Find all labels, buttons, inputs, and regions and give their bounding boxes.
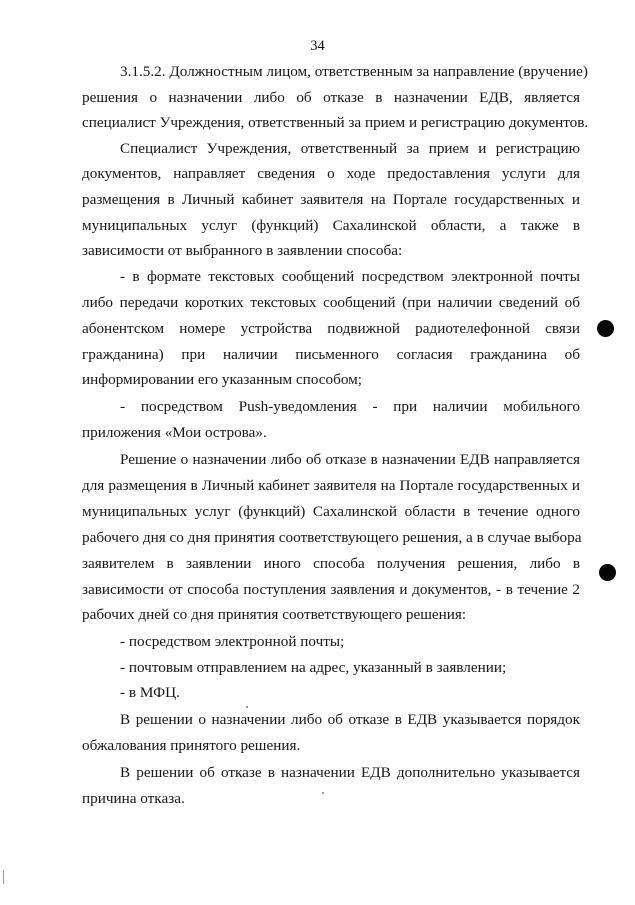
text-line: Специалист Учреждения, ответственный за прием и регистрацию	[120, 140, 580, 157]
text-line: специалист Учреждения, ответственный за прием и регистрацию документов.	[82, 114, 589, 131]
text-line: размещения в Личный кабинет заявителя на Портале государственных и	[82, 191, 580, 208]
text-line: - посредством электронной почты;	[120, 633, 345, 650]
text-line: - посредством Push-уведомления - при наличии мобильного	[120, 398, 580, 415]
scan-speck	[322, 792, 324, 794]
text-line: абонентском номере устройства подвижной радиотелефонной связи	[82, 320, 580, 337]
text-line: зависимости от способа поступления заявления и документов, - в течение 2	[82, 581, 580, 598]
text-line: муниципальных услуг (функций) Сахалинской области в течение одного	[82, 503, 580, 520]
scan-speck	[246, 706, 248, 708]
text-line: В решении о назначении либо об отказе в ЕДВ указывается порядок	[120, 711, 580, 728]
text-line: документов, направляет сведения о ходе предоставления услуги для	[82, 165, 580, 182]
text-line: рабочих дней со дня принятия соответствующего решения:	[82, 606, 467, 623]
text-line: информировании его указанным способом;	[82, 371, 362, 388]
page-number: 34	[310, 38, 325, 54]
text-line: В решении об отказе в назначении ЕДВ дополнительно указывается	[120, 764, 580, 781]
text-line: приложения «Мои острова».	[82, 424, 267, 441]
text-line: зависимости от выбранного в заявлении способа:	[82, 242, 403, 259]
text-line: - почтовым отправлением на адрес, указанный в заявлении;	[120, 659, 507, 676]
text-line: решения о назначении либо об отказе в назначении ЕДВ, является	[82, 89, 580, 106]
scan-edge-mark	[3, 870, 4, 884]
text-line: 3.1.5.2. Должностным лицом, ответственным за направление (вручение)	[120, 63, 588, 80]
binding-hole-mark	[597, 320, 614, 337]
text-line: - в формате текстовых сообщений посредством электронной почты	[120, 268, 580, 285]
text-line: обжалования принятого решения.	[82, 737, 301, 754]
text-line: гражданина) при наличии письменного согласия гражданина об	[82, 346, 580, 363]
text-line: Решение о назначении либо об отказе в назначении ЕДВ направляется	[120, 451, 580, 468]
text-line: муниципальных услуг (функций) Сахалинской области, а также в	[82, 217, 580, 234]
text-line: - в МФЦ.	[120, 684, 180, 701]
text-line: рабочего дня со дня принятия соответствующего решения, а в случае выбора	[82, 529, 582, 546]
text-line: для размещения в Личный кабинет заявителя на Портале государственных и	[82, 477, 580, 494]
text-line: заявителем в заявлении иного способа получения решения, либо в	[82, 555, 580, 572]
text-line: причина отказа.	[82, 790, 185, 807]
binding-hole-mark	[599, 564, 616, 581]
text-line: либо передачи коротких текстовых сообщений (при наличии сведений об	[82, 294, 580, 311]
